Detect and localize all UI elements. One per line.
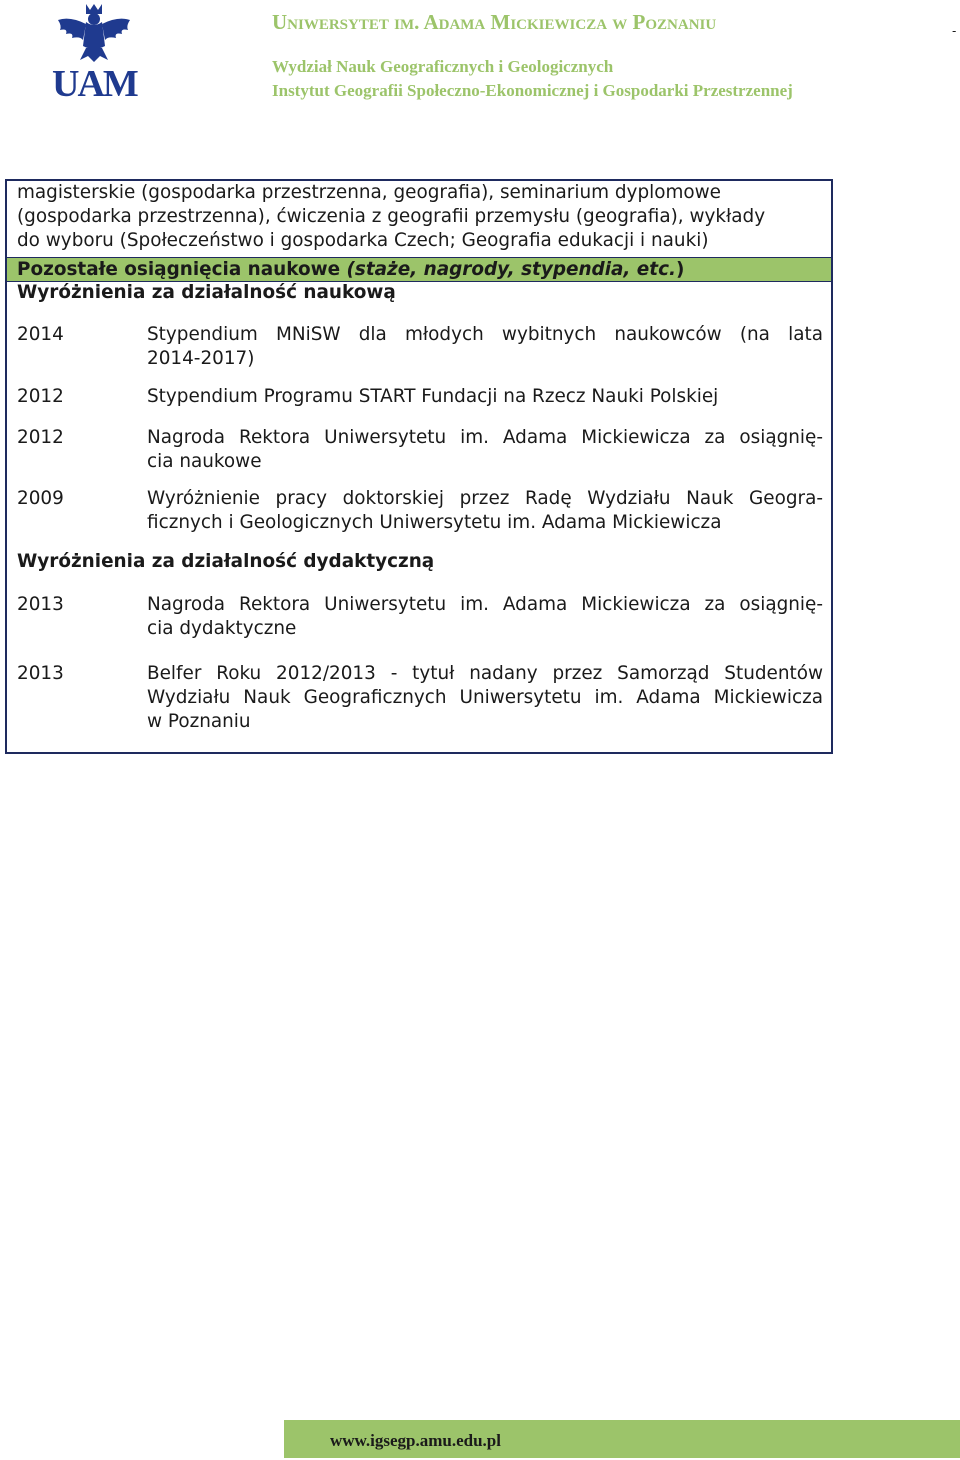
award-line: Wydziału Nauk Geograficznych Uniwersytetu im. Adama Mickiewicza	[147, 687, 823, 708]
award-year: 2012	[17, 386, 64, 407]
award-description	[147, 662, 823, 734]
faculty-name: Wydział Nauk Geograficznych i Geologicznych	[272, 57, 614, 76]
intro-line: (gospodarka przestrzenna), ćwiczenia z geografii przemysłu (geografia), wykłady	[17, 206, 766, 227]
award-year: 2012	[17, 427, 64, 448]
award-line: Stypendium MNiSW dla młodych wybitnych naukowców (na lata	[147, 324, 823, 345]
award-year: 2013	[17, 663, 64, 684]
award-line: cia dydaktyczne	[147, 618, 297, 639]
eagle-emblem-icon	[52, 2, 136, 64]
footer-bar	[284, 1420, 960, 1458]
award-line: w Poznaniu	[147, 711, 251, 732]
section-bar-closing: )	[675, 259, 685, 280]
award-description	[147, 426, 823, 474]
section-bar-title: Pozostałe osiągnięcia naukowe	[17, 259, 347, 280]
award-line: Wyróżnienie pracy doktorskiej przez Radę Wydziału Nauk Geogra-	[147, 488, 823, 509]
award-line: Belfer Roku 2012/2013 - tytuł nadany przez Samorząd Studentów	[147, 663, 823, 684]
award-description	[147, 593, 823, 641]
award-description	[147, 487, 823, 535]
university-name: Uniwersytet im. Adama Mickiewicza w Poznaniu	[272, 10, 717, 34]
award-line: 2014-2017)	[147, 348, 255, 369]
teaching-description	[17, 181, 817, 253]
award-line: ficznych i Geologicznych Uniwersytetu im. Adama Mickiewicza	[147, 512, 722, 533]
award-line: Nagroda Rektora Uniwersytetu im. Adama Mickiewicza za osiągnię-	[147, 427, 823, 448]
section-bar-other-achievements	[7, 257, 831, 282]
award-year: 2013	[17, 594, 64, 615]
award-line: Nagroda Rektora Uniwersytetu im. Adama Mickiewicza za osiągnię-	[147, 594, 823, 615]
award-line: cia naukowe	[147, 451, 262, 472]
institute-name: Instytut Geografii Społeczno-Ekonomicznej i Gospodarki Przestrzennej	[272, 81, 793, 100]
award-line: Stypendium Programu START Fundacji na Rzecz Nauki Polskiej	[147, 386, 719, 407]
corner-mark: -	[952, 24, 957, 38]
research-awards-heading: Wyróżnienia za działalność naukową	[17, 282, 396, 303]
intro-line: magisterskie (gospodarka przestrzenna, geografia), seminarium dyplomowe	[17, 182, 721, 203]
university-logo	[52, 2, 136, 106]
award-year: 2009	[17, 488, 64, 509]
intro-line: do wyboru (Społeczeństwo i gospodarka Czech; Geografia edukacji i nauki)	[17, 230, 709, 251]
award-year: 2014	[17, 324, 64, 345]
teaching-awards-heading: Wyróżnienia za działalność dydaktyczną	[17, 551, 435, 572]
award-description	[147, 323, 823, 371]
content-box	[5, 179, 833, 754]
section-bar-subtitle: (staże, nagrody, stypendia, etc.	[346, 259, 676, 280]
logo-wordmark: UAM	[52, 63, 137, 105]
award-description	[147, 385, 823, 409]
website-url[interactable]: www.igsegp.amu.edu.pl	[330, 1431, 501, 1450]
